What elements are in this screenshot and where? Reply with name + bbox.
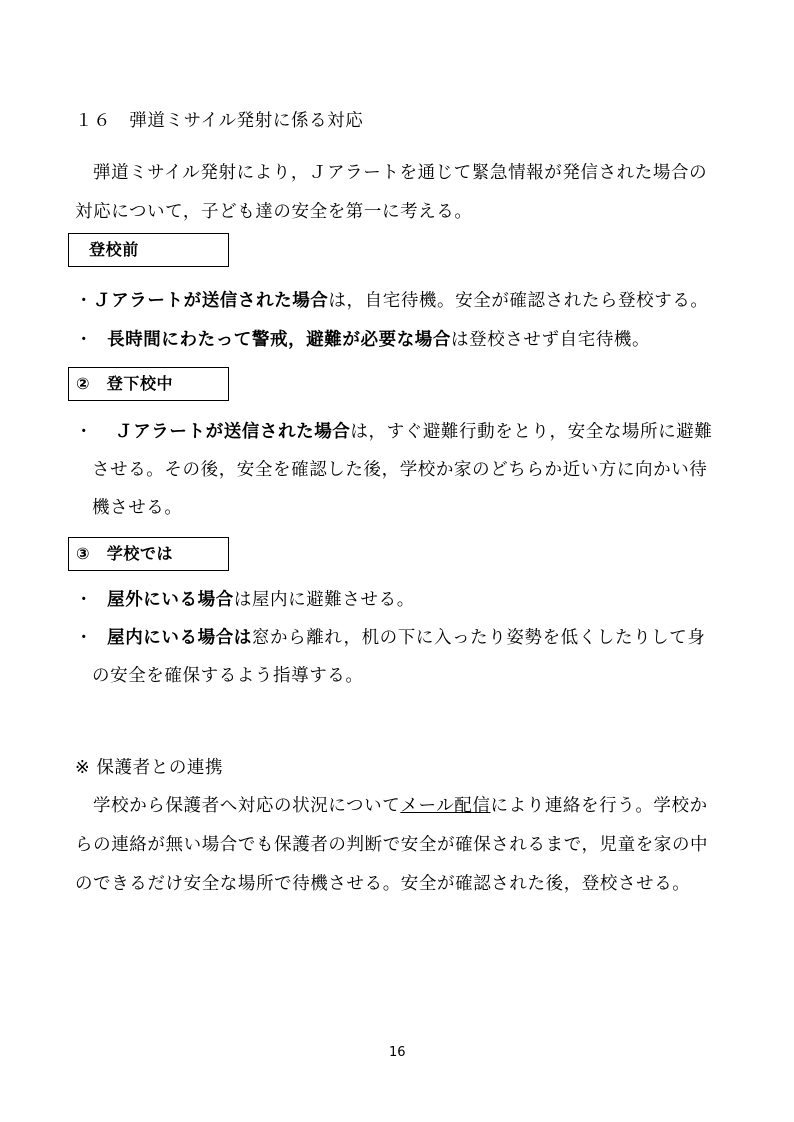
- bullet: ・: [75, 422, 94, 442]
- note-line-1-post: により連絡を行う。学校か: [490, 796, 708, 816]
- heading-box-commute: [68, 367, 229, 401]
- intro-line-2: 対応について，子ども達の安全を第一に考える。: [75, 202, 473, 222]
- s3-item-1: [75, 590, 415, 610]
- s3-line-3: の安全を確保するよう指導する。: [92, 666, 364, 686]
- bullet: ・: [75, 330, 94, 350]
- page-number: 16: [389, 1045, 406, 1060]
- note-title: ※ 保護者との連携: [75, 758, 224, 778]
- s3-item-2-bold: 屋内にいる場合は: [107, 628, 252, 648]
- bullet: ・: [75, 628, 94, 648]
- s3-item-1-rest: は屋内に避難させる。: [233, 590, 415, 610]
- s1-item-1-bold: Ｊアラートが送信された場合: [93, 291, 329, 311]
- note-line-1-pre: 学校から保護者へ対応の状況について: [93, 796, 401, 816]
- heading-before-school: 登校前: [89, 240, 139, 259]
- heading-at-school: ③ 学校では: [76, 544, 174, 563]
- s2-item-1-bold: Ｊアラートが送信された場合: [115, 422, 351, 442]
- s1-item-2-bold: 長時間にわたって警戒，避難が必要な場合: [107, 330, 452, 350]
- note-line-2: らの連絡が無い場合でも保護者の判断で安全が確保されるまで，児童を家の中: [75, 835, 709, 855]
- heading-box-before-school: [68, 233, 229, 267]
- note-line-3: のできるだけ安全な場所で待機させる。安全が確認された後，登校させる。: [75, 874, 691, 894]
- bullet: ・: [75, 590, 94, 610]
- mail-delivery-link-text: メール配信: [400, 796, 491, 816]
- s2-line-2: させる。その後，安全を確認した後，学校か家のどちらか近い方に向かい待: [92, 460, 708, 480]
- note-line-1: [93, 796, 708, 816]
- s3-item-1-bold: 屋外にいる場合: [107, 590, 234, 610]
- s3-item-2-rest: 窓から離れ，机の下に入ったり姿勢を低くしたりして身: [251, 628, 706, 648]
- s1-item-2-rest: は登校させず自宅待機。: [451, 330, 651, 350]
- s1-item-1-rest: は，自宅待機。安全が確認されたら登校する。: [328, 291, 709, 311]
- s2-item-1: [75, 422, 712, 442]
- s2-line-3: 機させる。: [92, 498, 183, 518]
- s3-item-2: [75, 628, 705, 648]
- intro-line-1: 弾道ミサイル発射により，Ｊアラートを通じて緊急情報が発信された場合の: [93, 163, 708, 183]
- s1-item-2: [75, 330, 650, 350]
- bullet: ・: [75, 291, 94, 311]
- s1-item-1: [75, 291, 709, 311]
- section-title: １６ 弾道ミサイル発射に係る対応: [75, 111, 364, 131]
- s2-item-1-rest: は，すぐ避難行動をとり，安全な場所に避難: [350, 422, 713, 442]
- heading-commute: ② 登下校中: [76, 374, 174, 393]
- heading-box-at-school: [68, 537, 229, 571]
